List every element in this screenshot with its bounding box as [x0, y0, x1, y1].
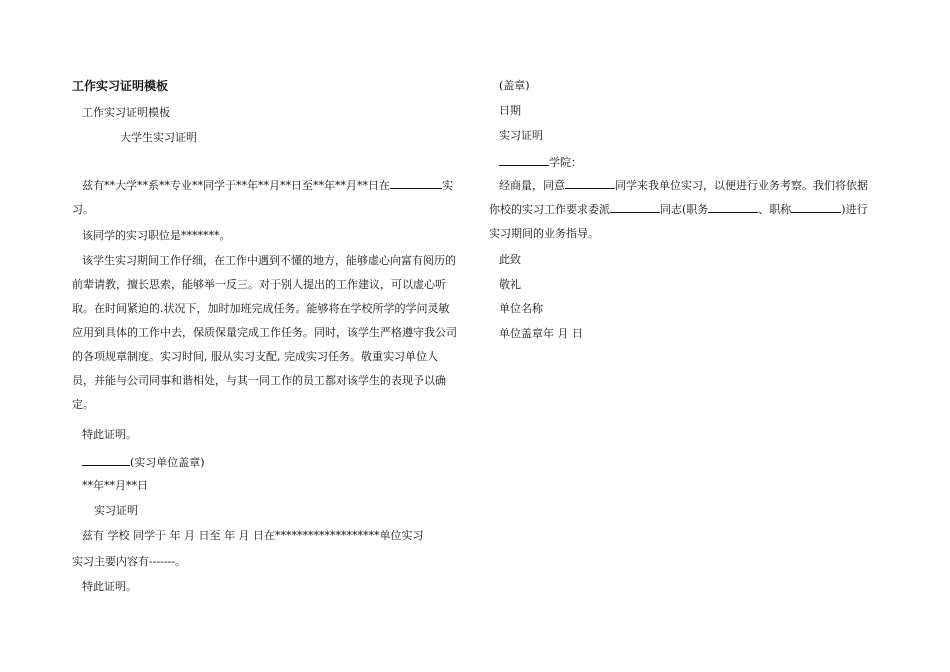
closing-2: 敬礼: [499, 278, 521, 291]
paragraph-1: [72, 174, 462, 222]
cert2-title: 实习证明: [94, 504, 138, 517]
blank-underline: [708, 201, 758, 213]
blank-underline: [565, 177, 615, 189]
agreement-text-d: 、职称: [758, 203, 792, 216]
unit-name: 单位名称: [499, 302, 543, 315]
stamp-line: [82, 454, 205, 470]
agreement-text-c: 同志(职务: [660, 203, 709, 216]
paragraph-1-text: 兹有**大学**系**专业**同学于**年**月**日至**年**月**日在: [82, 179, 390, 192]
paragraph-4: 特此证明。: [82, 428, 137, 441]
agreement-text-a: 经商量，同意: [499, 179, 565, 192]
subheading: 工作实习证明模板: [82, 106, 170, 119]
blank-underline: [499, 154, 549, 166]
paragraph-3: 该学生实习期间工作仔细，在工作中遇到不懂的地方，能够虚心向富有阅历的前辈请教，擅长思索，能够举一反三。对于别人提出的工作建议，可以虚心听取。在时间紧迫的.状况下，加时加班完成任务。能够将在学校所学的学问灵敏应用到具体的工作中去，保质保量完成工作任务。同时，该学生严格遵守我公司的各项规章制度。实习时间, 服从实习支配, 完成实习任务。敬重实习单位人员，并能与公司同事和谐相处，与其一同工作的员工都对该学生的表现予以确定。: [72, 254, 457, 411]
paragraph-1-end: 实习。: [72, 179, 453, 216]
agreement-paragraph: [489, 174, 877, 246]
agreement-text-b: 同学来我单位实习，以便进行业务考察。我们将依据你校的实习工作要求委派: [489, 179, 868, 216]
unit-stamp: 单位盖章年 月 日: [499, 327, 583, 340]
paragraph-5: 兹有 学校 同学于 年 月 日至 年 月 日在*******************单位实习: [82, 529, 424, 542]
blank-underline: [791, 201, 841, 213]
school-line: [499, 154, 582, 170]
document-heading: 工作实习证明模板: [72, 79, 169, 93]
date-text: 日期: [499, 104, 521, 117]
stamp-text: (盖章): [499, 79, 530, 92]
date-line: **年**月**日: [82, 479, 148, 492]
cert-title-right: 实习证明: [499, 129, 543, 142]
school-label: 学院：: [549, 156, 582, 169]
agreement-text-e: )进行实习期间的业务指导。: [489, 203, 868, 240]
paragraph-7: 特此证明。: [82, 580, 137, 593]
closing-1: 此致: [499, 253, 521, 266]
stamp-label: (实习单位盖章): [130, 456, 205, 469]
blank-underline: [390, 177, 442, 189]
paragraph-6: 实习主要内容有-------。: [72, 555, 187, 568]
cert-title: 大学生实习证明: [120, 131, 197, 144]
paragraph-2: 该同学的实习职位是*******。: [82, 229, 231, 242]
blank-underline: [82, 454, 130, 466]
blank-underline: [610, 201, 660, 213]
